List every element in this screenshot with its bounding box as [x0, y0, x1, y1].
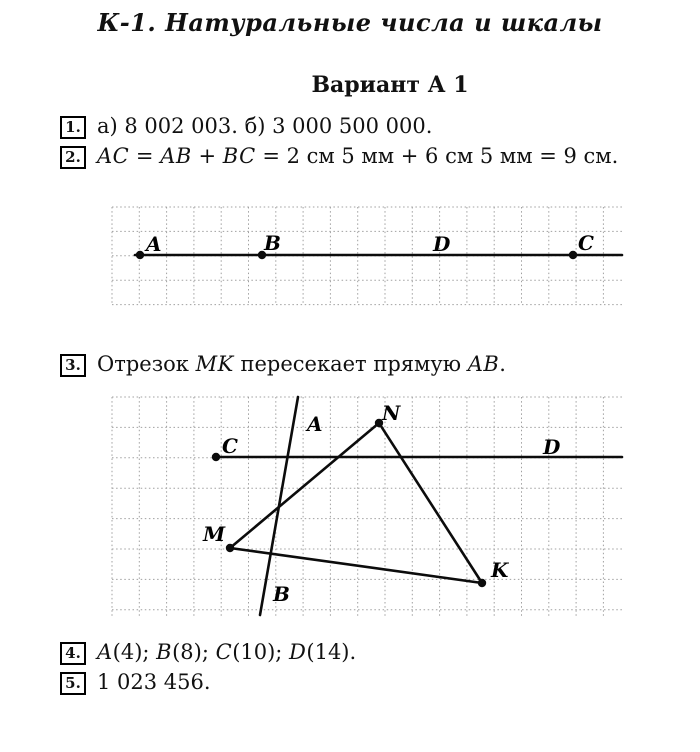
plain-text: 1 023 456.	[97, 670, 211, 694]
plain-text: .	[499, 352, 506, 376]
plain-text: (10);	[232, 640, 290, 664]
problem-4-number: 4.	[60, 642, 86, 665]
variant-title: Вариант А 1	[311, 72, 469, 98]
point-label-M: M	[203, 522, 226, 546]
problem-5-text	[97, 670, 211, 695]
point-label-B: B	[264, 231, 281, 255]
point-label-K: K	[491, 558, 509, 582]
problem-2-number: 2.	[60, 146, 86, 169]
problem-4	[60, 640, 356, 665]
math-term: BC	[222, 144, 256, 168]
math-term: MK	[195, 352, 234, 376]
point-label-A: A	[146, 232, 162, 256]
point-label-D: D	[433, 232, 451, 256]
math-term: C	[215, 640, 233, 664]
plain-text: пересекает прямую	[233, 352, 468, 376]
point-dot	[478, 579, 486, 587]
point-label-C: C	[222, 434, 238, 458]
plain-text: (8);	[172, 640, 216, 664]
math-term: AC	[97, 144, 130, 168]
problem-3-text	[97, 352, 506, 377]
point-label-A: A	[307, 412, 323, 436]
point-label-B: B	[273, 582, 290, 606]
figure-lines-ab-cd-mnk	[110, 395, 624, 620]
grid-paper	[112, 397, 622, 618]
figure-line-abdc	[110, 205, 624, 307]
plain-text: =	[129, 144, 161, 168]
problem-4-text	[97, 640, 356, 665]
problem-3	[60, 352, 506, 377]
plain-text: Отрезок	[97, 352, 196, 376]
point-label-D: D	[543, 435, 561, 459]
problem-1-number: 1.	[60, 116, 86, 139]
math-term: AB	[160, 144, 192, 168]
page-title: К-1. Натуральные числа и шкалы	[97, 8, 603, 37]
point-dot	[136, 251, 144, 259]
plain-text: (14).	[306, 640, 357, 664]
math-term: B	[156, 640, 173, 664]
problem-1	[60, 114, 432, 139]
plain-text: = 2 см 5 мм + 6 см 5 мм = 9 см.	[255, 144, 619, 168]
problem-2-text	[97, 144, 618, 169]
plain-text: (4);	[112, 640, 157, 664]
plain-text: +	[191, 144, 223, 168]
point-label-C: C	[578, 231, 594, 255]
plain-text: а) 8 002 003. б) 3 000 500 000.	[97, 114, 433, 138]
line-segment	[230, 423, 379, 548]
point-dot	[212, 453, 220, 461]
problem-1-text	[97, 114, 432, 139]
math-term: A	[97, 640, 113, 664]
math-term: AB	[467, 352, 500, 376]
problem-5-number: 5.	[60, 672, 86, 695]
point-dot	[569, 251, 577, 259]
point-label-N: N	[382, 401, 401, 425]
problem-2	[60, 144, 618, 169]
problem-3-number: 3.	[60, 354, 86, 377]
problem-5	[60, 670, 211, 695]
point-dot	[226, 544, 234, 552]
math-term: D	[289, 640, 307, 664]
